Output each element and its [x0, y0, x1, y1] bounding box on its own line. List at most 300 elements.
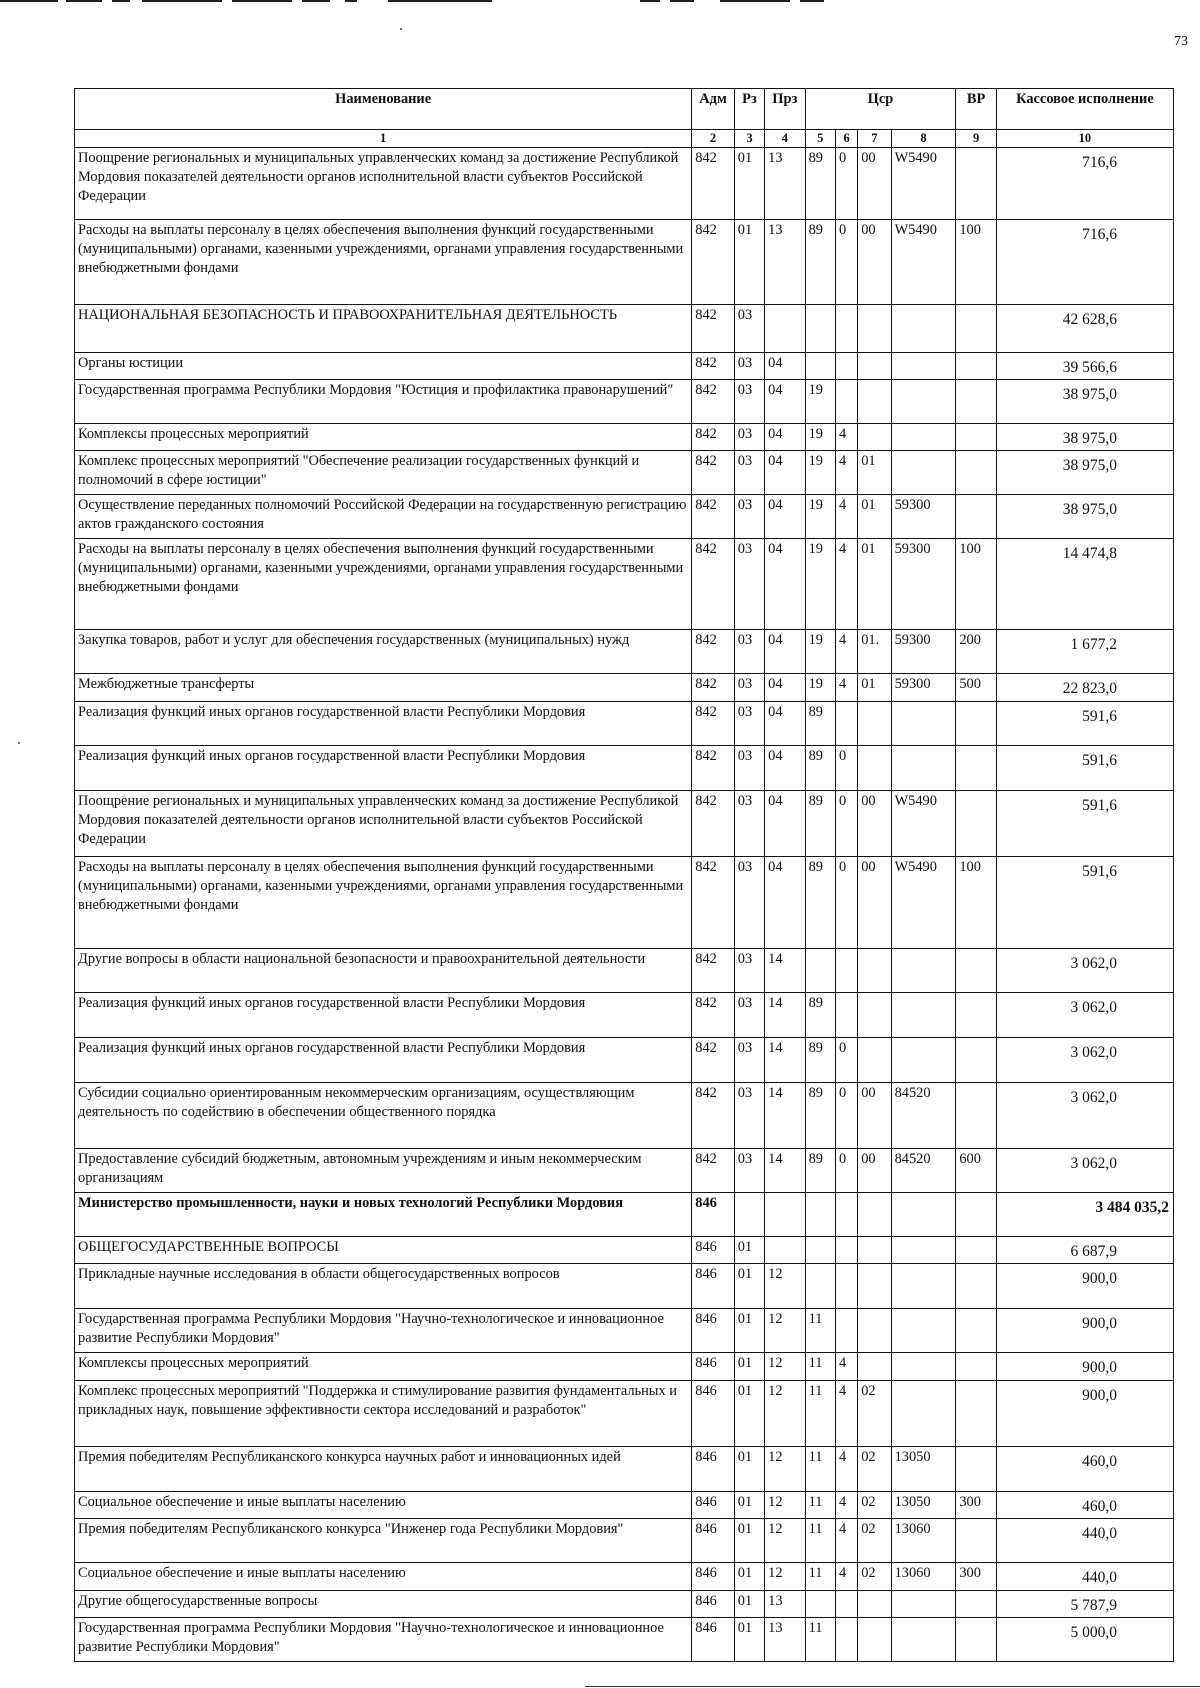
row-tsr-program: 89	[805, 745, 835, 790]
row-name: Социальное обеспечение и иные выплаты населению	[75, 1563, 692, 1590]
row-prz: 04	[765, 790, 805, 856]
row-tsr-direction	[891, 745, 956, 790]
row-adm: 846	[692, 1519, 735, 1563]
row-vr	[956, 352, 996, 379]
row-tsr-subtype: 02	[858, 1491, 891, 1518]
table-row	[75, 1618, 1174, 1662]
row-adm: 842	[692, 423, 735, 450]
row-amount: 440,0	[996, 1519, 1173, 1563]
row-tsr-direction: 59300	[891, 674, 956, 701]
row-vr	[956, 745, 996, 790]
header-vr: ВР	[956, 89, 996, 130]
table-row	[75, 423, 1174, 450]
row-tsr-program	[805, 352, 835, 379]
row-tsr-subtype: 02	[858, 1563, 891, 1590]
row-tsr-direction: W5490	[891, 856, 956, 948]
row-tsr-subtype: 00	[858, 1148, 891, 1192]
row-name: Государственная программа Республики Мордовия "Юстиция и профилактика правонарушений"	[75, 379, 692, 423]
row-tsr-program: 89	[805, 1148, 835, 1192]
row-rz: 03	[734, 379, 764, 423]
row-tsr-direction: 59300	[891, 495, 956, 539]
row-prz: 04	[765, 379, 805, 423]
row-name: Комплексы процессных мероприятий	[75, 1353, 692, 1380]
row-vr	[956, 1264, 996, 1309]
row-tsr-program: 19	[805, 423, 835, 450]
row-tsr-subtype	[858, 1309, 891, 1353]
header-name: Наименование	[75, 89, 692, 130]
row-amount: 38 975,0	[996, 379, 1173, 423]
row-name: Предоставление субсидий бюджетным, автономным учреждениям и иным некоммерческим организациям	[75, 1148, 692, 1192]
table-row	[75, 1491, 1174, 1518]
col-number: 6	[835, 130, 857, 148]
row-tsr-program	[805, 948, 835, 992]
row-name: ОБЩЕГОСУДАРСТВЕННЫЕ ВОПРОСЫ	[75, 1236, 692, 1263]
row-tsr-type: 4	[835, 423, 857, 450]
row-tsr-subtype: 00	[858, 1082, 891, 1148]
row-tsr-program	[805, 304, 835, 352]
row-name: Другие общегосударственные вопросы	[75, 1590, 692, 1617]
row-name: Закупка товаров, работ и услуг для обеспечения государственных (муниципальных) нужд	[75, 630, 692, 674]
row-prz	[765, 1236, 805, 1263]
row-vr	[956, 1236, 996, 1263]
row-tsr-subtype: 00	[858, 147, 891, 219]
row-tsr-subtype: 01	[858, 674, 891, 701]
row-prz: 12	[765, 1563, 805, 1590]
row-tsr-program: 11	[805, 1380, 835, 1446]
row-tsr-program: 19	[805, 379, 835, 423]
row-tsr-program: 19	[805, 630, 835, 674]
row-name: Поощрение региональных и муниципальных управленческих команд за достижение Республикой Мордовия показателей деятельности органов исполнительной власти субъектов Российской Федерации	[75, 147, 692, 219]
row-adm: 842	[692, 495, 735, 539]
row-tsr-direction: 13060	[891, 1563, 956, 1590]
row-adm: 842	[692, 701, 735, 745]
row-tsr-direction: 59300	[891, 630, 956, 674]
row-tsr-program: 11	[805, 1309, 835, 1353]
row-tsr-subtype: 02	[858, 1519, 891, 1563]
row-amount: 591,6	[996, 745, 1173, 790]
table-row	[75, 948, 1174, 992]
row-tsr-type	[835, 1236, 857, 1263]
row-tsr-subtype	[858, 1353, 891, 1380]
row-tsr-subtype: 01	[858, 451, 891, 495]
row-rz: 03	[734, 1082, 764, 1148]
row-tsr-subtype	[858, 352, 891, 379]
row-rz	[734, 1192, 764, 1236]
row-prz: 04	[765, 701, 805, 745]
table-row	[75, 352, 1174, 379]
row-vr	[956, 701, 996, 745]
row-tsr-program: 11	[805, 1519, 835, 1563]
row-amount: 6 687,9	[996, 1236, 1173, 1263]
row-rz: 01	[734, 1380, 764, 1446]
row-prz: 04	[765, 856, 805, 948]
row-adm: 846	[692, 1491, 735, 1518]
row-tsr-direction	[891, 1236, 956, 1263]
row-rz: 03	[734, 539, 764, 630]
row-rz: 01	[734, 1491, 764, 1518]
row-prz: 12	[765, 1491, 805, 1518]
row-prz: 14	[765, 1037, 805, 1082]
row-name: Государственная программа Республики Мордовия "Научно-технологическое и инновационное развитие Республики Мордовия"	[75, 1309, 692, 1353]
row-prz: 13	[765, 1618, 805, 1662]
row-name: Расходы на выплаты персоналу в целях обеспечения выполнения функций государственными (муниципальными) органами, казенными учреждениями, органами управления государственными внебюджетными фондами	[75, 219, 692, 304]
row-tsr-direction	[891, 1037, 956, 1082]
row-tsr-program: 19	[805, 539, 835, 630]
col-number: 5	[805, 130, 835, 148]
row-adm: 842	[692, 1082, 735, 1148]
row-tsr-type	[835, 379, 857, 423]
row-rz: 03	[734, 701, 764, 745]
row-tsr-program: 89	[805, 856, 835, 948]
table-row	[75, 1192, 1174, 1236]
row-tsr-program: 89	[805, 790, 835, 856]
row-adm: 846	[692, 1563, 735, 1590]
row-amount: 22 823,0	[996, 674, 1173, 701]
col-number: 7	[858, 130, 891, 148]
row-tsr-subtype: 01.	[858, 630, 891, 674]
row-tsr-type	[835, 1192, 857, 1236]
row-tsr-subtype	[858, 379, 891, 423]
row-amount: 14 474,8	[996, 539, 1173, 630]
table-row	[75, 856, 1174, 948]
row-prz: 04	[765, 745, 805, 790]
row-adm: 846	[692, 1618, 735, 1662]
row-amount: 3 062,0	[996, 1037, 1173, 1082]
table-row	[75, 992, 1174, 1037]
row-name: Поощрение региональных и муниципальных управленческих команд за достижение Республикой Мордовия показателей деятельности органов исполнительной власти субъектов Российской Федерации	[75, 790, 692, 856]
table-row	[75, 1309, 1174, 1353]
row-rz: 01	[734, 1519, 764, 1563]
row-amount: 591,6	[996, 856, 1173, 948]
row-amount: 460,0	[996, 1491, 1173, 1518]
row-prz: 12	[765, 1519, 805, 1563]
row-tsr-program: 19	[805, 451, 835, 495]
row-adm: 846	[692, 1446, 735, 1491]
row-amount: 3 062,0	[996, 948, 1173, 992]
row-rz: 03	[734, 1148, 764, 1192]
row-tsr-subtype: 01	[858, 539, 891, 630]
row-vr: 300	[956, 1563, 996, 1590]
row-adm: 842	[692, 630, 735, 674]
row-vr: 100	[956, 539, 996, 630]
table-row	[75, 1380, 1174, 1446]
row-tsr-direction	[891, 1590, 956, 1617]
row-vr	[956, 451, 996, 495]
row-tsr-program	[805, 1264, 835, 1309]
row-tsr-subtype	[858, 1264, 891, 1309]
row-name: НАЦИОНАЛЬНАЯ БЕЗОПАСНОСТЬ И ПРАВООХРАНИТЕЛЬНАЯ ДЕЯТЕЛЬНОСТЬ	[75, 304, 692, 352]
row-tsr-type: 4	[835, 630, 857, 674]
row-tsr-program: 19	[805, 495, 835, 539]
row-tsr-direction	[891, 352, 956, 379]
row-adm: 842	[692, 992, 735, 1037]
col-number: 9	[956, 130, 996, 148]
row-adm: 842	[692, 304, 735, 352]
row-tsr-subtype	[858, 1192, 891, 1236]
row-rz: 03	[734, 495, 764, 539]
row-adm: 846	[692, 1380, 735, 1446]
row-amount: 460,0	[996, 1446, 1173, 1491]
row-adm: 842	[692, 1037, 735, 1082]
header-prz: Прз	[765, 89, 805, 130]
row-tsr-program: 19	[805, 674, 835, 701]
row-amount: 5 787,9	[996, 1590, 1173, 1617]
row-amount: 591,6	[996, 790, 1173, 856]
table-row	[75, 1236, 1174, 1263]
row-tsr-type	[835, 948, 857, 992]
row-name: Комплекс процессных мероприятий "Обеспечение реализации государственных функций и полномочий в сфере юстиции"	[75, 451, 692, 495]
row-tsr-type: 0	[835, 219, 857, 304]
row-tsr-type: 4	[835, 539, 857, 630]
row-tsr-type	[835, 1590, 857, 1617]
budget-table	[74, 88, 1174, 1662]
row-prz: 12	[765, 1380, 805, 1446]
row-amount: 3 484 035,2	[996, 1192, 1173, 1236]
row-prz: 04	[765, 539, 805, 630]
row-tsr-direction	[891, 304, 956, 352]
table-row	[75, 1563, 1174, 1590]
row-amount: 900,0	[996, 1380, 1173, 1446]
row-adm: 842	[692, 379, 735, 423]
row-vr	[956, 379, 996, 423]
row-vr	[956, 423, 996, 450]
row-tsr-type: 0	[835, 1037, 857, 1082]
row-rz: 03	[734, 992, 764, 1037]
table-row	[75, 1446, 1174, 1491]
row-tsr-program	[805, 1192, 835, 1236]
row-adm: 842	[692, 674, 735, 701]
row-vr	[956, 1309, 996, 1353]
row-vr: 200	[956, 630, 996, 674]
row-tsr-program: 89	[805, 701, 835, 745]
row-name: Комплексы процессных мероприятий	[75, 423, 692, 450]
row-prz: 04	[765, 674, 805, 701]
row-amount: 38 975,0	[996, 423, 1173, 450]
row-name: Премия победителям Республиканского конкурса "Инженер года Республики Мордовия"	[75, 1519, 692, 1563]
row-adm: 842	[692, 856, 735, 948]
row-amount: 38 975,0	[996, 495, 1173, 539]
row-name: Реализация функций иных органов государственной власти Республики Мордовия	[75, 701, 692, 745]
row-name: Государственная программа Республики Мордовия "Научно-технологическое и инновационное развитие Республики Мордовия"	[75, 1618, 692, 1662]
col-number: 2	[692, 130, 735, 148]
row-rz: 01	[734, 1618, 764, 1662]
row-adm: 842	[692, 352, 735, 379]
row-tsr-subtype	[858, 304, 891, 352]
table-row	[75, 674, 1174, 701]
row-tsr-program: 11	[805, 1491, 835, 1518]
row-adm: 846	[692, 1192, 735, 1236]
row-amount: 5 000,0	[996, 1618, 1173, 1662]
scan-dot	[400, 28, 402, 30]
row-name: Органы юстиции	[75, 352, 692, 379]
row-rz: 03	[734, 790, 764, 856]
row-vr	[956, 790, 996, 856]
row-tsr-subtype	[858, 1236, 891, 1263]
scan-top-edge	[0, 0, 1200, 2]
row-tsr-subtype: 02	[858, 1446, 891, 1491]
scan-bottom-edge	[585, 1686, 1200, 1687]
row-prz: 04	[765, 630, 805, 674]
row-tsr-type	[835, 1618, 857, 1662]
row-name: Расходы на выплаты персоналу в целях обеспечения выполнения функций государственными (муниципальными) органами, казенными учреждениями, органами управления государственными внебюджетными фондами	[75, 539, 692, 630]
row-rz: 01	[734, 1446, 764, 1491]
row-vr	[956, 1590, 996, 1617]
row-amount: 3 062,0	[996, 1082, 1173, 1148]
row-tsr-program	[805, 1236, 835, 1263]
table-body	[75, 147, 1174, 1662]
header-kassa: Кассовое исполнение	[996, 89, 1173, 130]
row-rz: 03	[734, 745, 764, 790]
row-amount: 39 566,6	[996, 352, 1173, 379]
table-row	[75, 451, 1174, 495]
row-tsr-program: 11	[805, 1563, 835, 1590]
row-name: Расходы на выплаты персоналу в целях обеспечения выполнения функций государственными (муниципальными) органами, казенными учреждениями, органами управления государственными внебюджетными фондами	[75, 856, 692, 948]
row-adm: 842	[692, 219, 735, 304]
row-tsr-type: 4	[835, 451, 857, 495]
row-name: Межбюджетные трансферты	[75, 674, 692, 701]
row-vr	[956, 948, 996, 992]
row-prz: 13	[765, 1590, 805, 1617]
row-rz: 01	[734, 219, 764, 304]
row-prz: 12	[765, 1309, 805, 1353]
row-vr: 500	[956, 674, 996, 701]
row-tsr-program: 89	[805, 147, 835, 219]
row-tsr-type: 0	[835, 745, 857, 790]
table-row	[75, 745, 1174, 790]
row-vr: 300	[956, 1491, 996, 1518]
row-tsr-program: 89	[805, 219, 835, 304]
row-tsr-direction: W5490	[891, 790, 956, 856]
row-tsr-direction: W5490	[891, 147, 956, 219]
row-tsr-subtype: 00	[858, 856, 891, 948]
table-row	[75, 1353, 1174, 1380]
row-tsr-direction	[891, 1192, 956, 1236]
row-rz: 03	[734, 856, 764, 948]
row-tsr-direction: W5490	[891, 219, 956, 304]
row-amount: 900,0	[996, 1353, 1173, 1380]
table-row	[75, 539, 1174, 630]
row-amount: 42 628,6	[996, 304, 1173, 352]
col-number: 1	[75, 130, 692, 148]
row-name: Социальное обеспечение и иные выплаты населению	[75, 1491, 692, 1518]
row-amount: 3 062,0	[996, 1148, 1173, 1192]
row-tsr-direction	[891, 1353, 956, 1380]
row-vr: 100	[956, 856, 996, 948]
row-amount: 440,0	[996, 1563, 1173, 1590]
row-name: Реализация функций иных органов государственной власти Республики Мордовия	[75, 1037, 692, 1082]
row-tsr-direction: 84520	[891, 1148, 956, 1192]
row-rz: 01	[734, 1309, 764, 1353]
scan-dot	[18, 742, 20, 744]
row-adm: 842	[692, 1148, 735, 1192]
row-adm: 846	[692, 1309, 735, 1353]
row-adm: 842	[692, 745, 735, 790]
row-tsr-type: 4	[835, 495, 857, 539]
row-adm: 842	[692, 539, 735, 630]
table-row	[75, 304, 1174, 352]
row-vr	[956, 1380, 996, 1446]
row-tsr-direction	[891, 948, 956, 992]
row-tsr-type	[835, 701, 857, 745]
row-tsr-direction: 84520	[891, 1082, 956, 1148]
row-vr	[956, 304, 996, 352]
row-prz: 12	[765, 1264, 805, 1309]
row-rz: 03	[734, 423, 764, 450]
col-number: 4	[765, 130, 805, 148]
col-number: 8	[891, 130, 956, 148]
row-rz: 03	[734, 674, 764, 701]
row-tsr-type: 0	[835, 147, 857, 219]
row-tsr-program	[805, 1590, 835, 1617]
row-rz: 01	[734, 1590, 764, 1617]
table-row	[75, 495, 1174, 539]
row-vr	[956, 992, 996, 1037]
row-tsr-direction	[891, 1264, 956, 1309]
row-prz	[765, 304, 805, 352]
table-row	[75, 630, 1174, 674]
table-row	[75, 790, 1174, 856]
row-tsr-type: 0	[835, 790, 857, 856]
row-prz: 04	[765, 352, 805, 379]
row-rz: 01	[734, 147, 764, 219]
row-vr: 600	[956, 1148, 996, 1192]
row-amount: 716,6	[996, 147, 1173, 219]
row-prz: 04	[765, 495, 805, 539]
row-tsr-type: 0	[835, 1148, 857, 1192]
col-number: 10	[996, 130, 1173, 148]
row-tsr-program: 89	[805, 1037, 835, 1082]
row-adm: 846	[692, 1590, 735, 1617]
row-prz: 04	[765, 451, 805, 495]
row-adm: 846	[692, 1236, 735, 1263]
row-name: Реализация функций иных органов государственной власти Республики Мордовия	[75, 992, 692, 1037]
row-prz	[765, 1192, 805, 1236]
row-prz: 14	[765, 1082, 805, 1148]
row-vr	[956, 147, 996, 219]
row-rz: 03	[734, 451, 764, 495]
row-prz: 12	[765, 1446, 805, 1491]
row-vr	[956, 1519, 996, 1563]
table-row	[75, 219, 1174, 304]
table-row	[75, 379, 1174, 423]
header-tsr: Цср	[805, 89, 956, 130]
row-tsr-direction: 13060	[891, 1519, 956, 1563]
row-tsr-direction	[891, 379, 956, 423]
row-amount: 1 677,2	[996, 630, 1173, 674]
row-tsr-subtype: 02	[858, 1380, 891, 1446]
row-tsr-direction	[891, 451, 956, 495]
row-tsr-type: 4	[835, 1353, 857, 1380]
row-prz: 12	[765, 1353, 805, 1380]
row-tsr-type: 4	[835, 1446, 857, 1491]
row-tsr-direction	[891, 423, 956, 450]
row-prz: 14	[765, 948, 805, 992]
row-adm: 842	[692, 147, 735, 219]
row-tsr-type	[835, 1264, 857, 1309]
row-prz: 14	[765, 1148, 805, 1192]
row-vr	[956, 1082, 996, 1148]
row-tsr-subtype	[858, 701, 891, 745]
row-name: Осуществление переданных полномочий Российской Федерации на государственную регистрацию актов гражданского состояния	[75, 495, 692, 539]
row-adm: 842	[692, 790, 735, 856]
row-tsr-subtype	[858, 745, 891, 790]
row-tsr-subtype	[858, 1037, 891, 1082]
row-name: Субсидии социально ориентированным некоммерческим организациям, осуществляющим деятельность по содействию в обеспечении общественного порядка	[75, 1082, 692, 1148]
row-tsr-direction: 13050	[891, 1446, 956, 1491]
row-prz: 13	[765, 147, 805, 219]
row-tsr-subtype: 00	[858, 219, 891, 304]
row-tsr-direction	[891, 1618, 956, 1662]
